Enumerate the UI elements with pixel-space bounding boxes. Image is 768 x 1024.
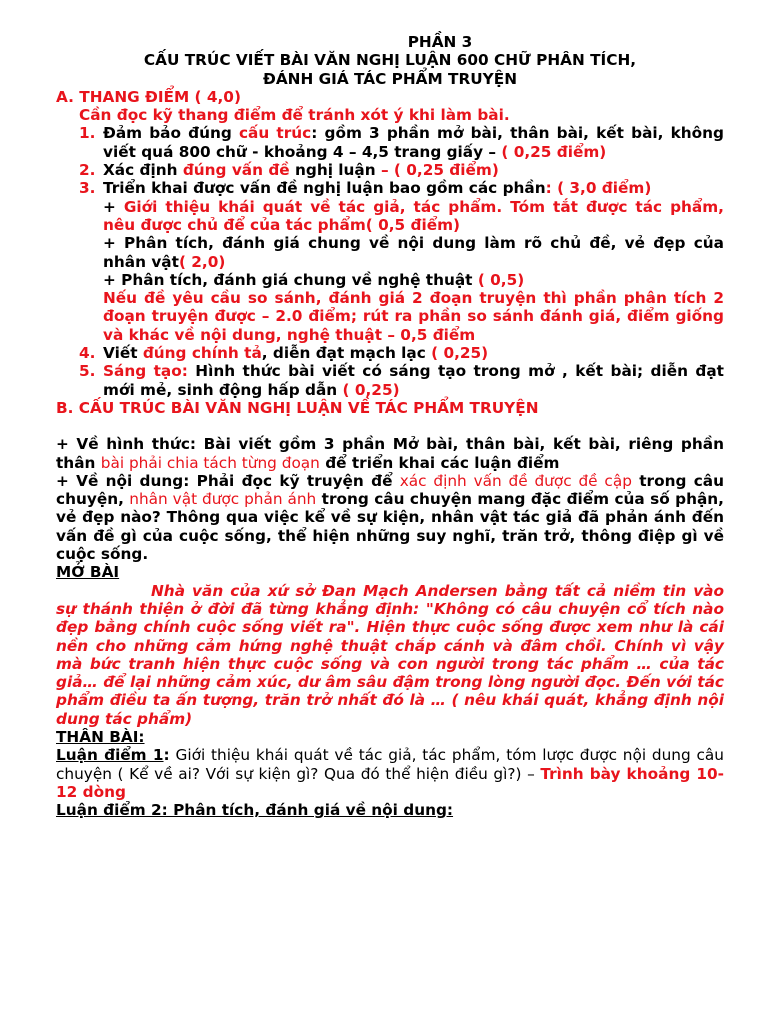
list-number: 4.: [79, 344, 96, 363]
mo-bai-paragraph: Nhà văn của xứ sở Đan Mạch Andersen bằng tất cả niềm tin vào sự thánh thiện ở đời đã từng khẳng định: "Không có câu chuyện cổ tích nào đẹp bằng chính cuộc sống viết ra". Hiện thực cuộc sống được xem như là cái nền cho những cảm hứng nghệ thuật chắp cánh và đâm chồi. Chính vì vậy mà bức tranh hiện thực cuộc sống và con người trong tác phẩm … của tác giả… để lại những cảm xúc, dư âm sâu đậm trong lòng người đọc. Đến với tác phẩm điều ta ấn tượng, trăn trở nhất đó là … ( nêu khái quát, khẳng định nội dung tác phẩm): [56, 581, 724, 728]
section-a-note: Cần đọc kỹ thang điểm để tránh xót ý khi làm bài.: [79, 106, 510, 125]
list-item-2: 2. Xác định đúng vấn đề nghị luận – ( 0,25 điểm): [79, 161, 499, 180]
form-paragraph: + Về hình thức: Bài viết gồm 3 phần Mở bài, thân bài, kết bài, riêng phần thân bài phải chia tách từng đoạn để triển khai các luận điểm: [56, 435, 724, 472]
list-item-3: 3. Triển khai được vấn đề nghị luận bao gồm các phần: ( 3,0 điểm): [79, 179, 652, 198]
luan-diem-2: Luận điểm 2: Phân tích, đánh giá về nội dung:: [56, 801, 454, 820]
sub-item-intro: + Giới thiệu khái quát về tác giả, tác phẩm. Tóm tắt được tác phẩm, nêu được chủ để của tác phẩm( 0,5 điểm): [103, 197, 724, 234]
list-item-4: 4. Viết đúng chính tả, diễn đạt mạch lạc ( 0,25): [79, 344, 489, 363]
list-item-5: 5. Sáng tạo: Hình thức bài viết có sáng tạo trong mở , kết bài; diễn đạt mới mẻ, sinh động hấp dẫn ( 0,25): [79, 362, 724, 399]
list-number: 3.: [79, 179, 96, 198]
list-item-1: 1. Đảm bảo đúng cấu trúc: gồm 3 phần mở bài, thân bài, kết bài, không viết quá 800 chữ - khoảng 4 – 4,5 trang giấy – ( 0,25 điểm): [79, 124, 724, 161]
document-page: [56, 33, 724, 819]
sub-item-content: + Phân tích, đánh giá chung về nội dung làm rõ chủ đề, vẻ đẹp của nhân vật( 2,0): [103, 234, 724, 271]
than-bai-heading: THÂN BÀI:: [56, 727, 145, 746]
part-label: PHẦN 3: [407, 33, 473, 51]
list-number: 5.: [79, 362, 96, 381]
section-b-heading: B. CẤU TRÚC BÀI VĂN NGHỊ LUẬN VỀ TÁC PHẨM TRUYỆN: [56, 398, 539, 417]
list-number: 2.: [79, 161, 96, 180]
content-paragraph: + Về nội dung: Phải đọc kỹ truyện để xác định vấn đề được đề cập trong câu chuyện, nhân vật được phản ánh trong câu chuyện mang đặc điểm của số phận, vẻ đẹp nào? Thông qua việc kể về sự kiện, nhân vật tác giả đã phản ánh đến vấn đề gì của cuộc sống, thể hiện những suy nghĩ, trăn trở, thông điệp gì về cuộc sống.: [56, 471, 724, 564]
sub-item-compare: Nếu đề yêu cầu so sánh, đánh giá 2 đoạn truyện thì phần phân tích 2 đoạn truyện được – 2.0 điểm; rút ra phần so sánh đánh giá, điểm giống và khác về nội dung, nghệ thuật – 0,5 điểm: [103, 289, 724, 344]
sub-item-art: + Phân tích, đánh giá chung về nghệ thuật ( 0,5): [103, 270, 525, 289]
document-title-line2: ĐÁNH GIÁ TÁC PHẨM TRUYỆN: [263, 69, 517, 88]
section-a-heading: A. THANG ĐIỂM ( 4,0): [56, 87, 241, 106]
mo-bai-heading: MỞ BÀI: [56, 563, 120, 582]
list-number: 1.: [79, 124, 96, 143]
document-title-line1: CẤU TRÚC VIẾT BÀI VĂN NGHỊ LUẬN 600 CHỮ PHÂN TÍCH,: [143, 51, 637, 70]
luan-diem-1: Luận điểm 1: Giới thiệu khái quát về tác giả, tác phẩm, tóm lược được nội dung câu chuyện ( Kể về ai? Với sự kiện gì? Qua đó thể hiện điều gì?) – Trình bày khoảng 10-12 dòng: [56, 746, 724, 801]
